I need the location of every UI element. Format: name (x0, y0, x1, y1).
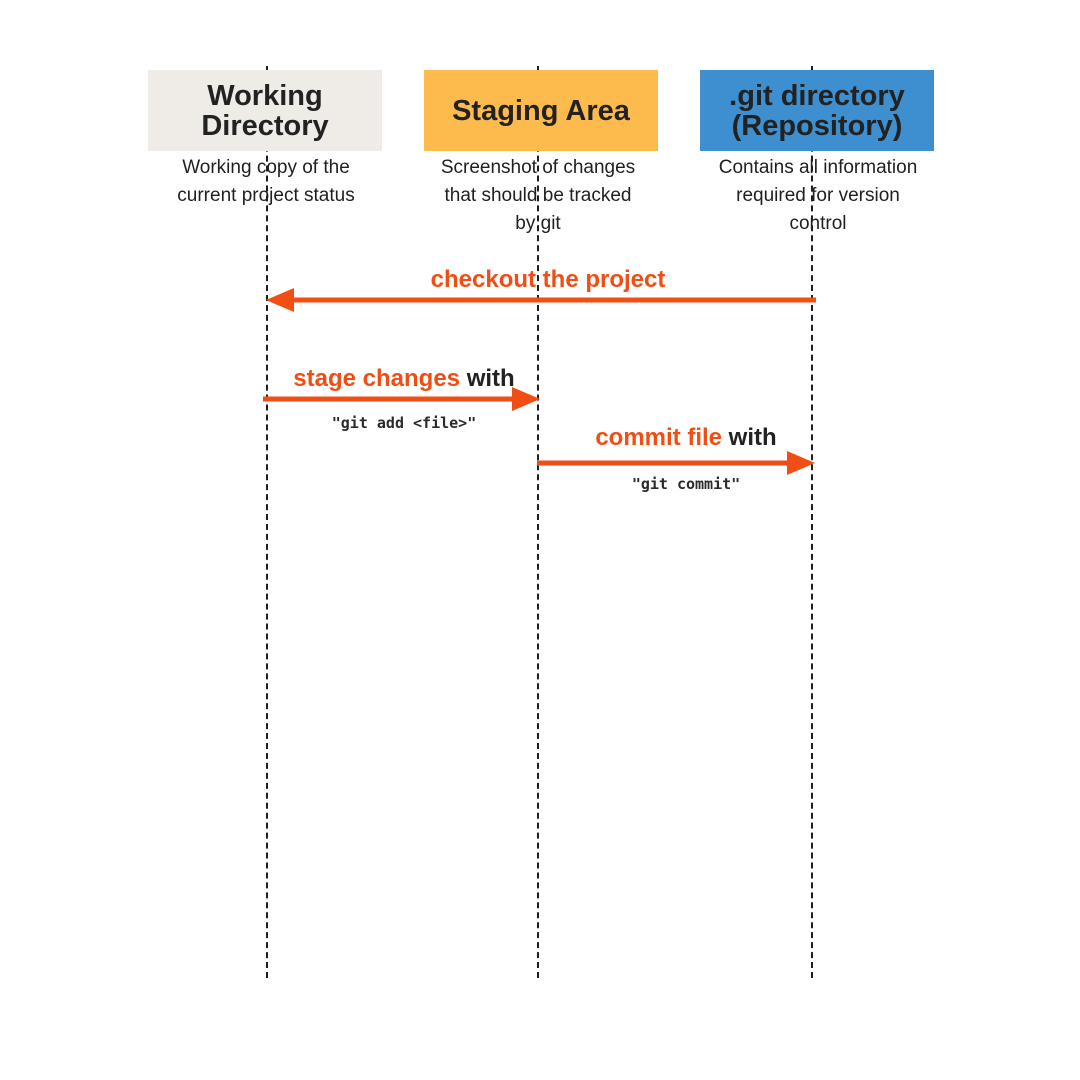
lane-description-working-directory: Working copy of the current project status (177, 157, 355, 206)
message-accent-commit: commit file (595, 424, 723, 451)
command-git-commit: "git commit" (631, 475, 741, 493)
lane-title-working-directory: Working Directory (201, 79, 329, 142)
command-git-add: "git add <file>" (331, 414, 477, 432)
message-suffix-commit: with (722, 424, 777, 451)
message-label-stage (264, 365, 544, 393)
message-suffix-stage: with (460, 365, 515, 392)
lane-description-staging-area: Screenshot of changes that should be tracked by git (440, 157, 636, 234)
message-label-checkout (400, 266, 696, 294)
lane-description-git-directory: Contains all information required for version control (718, 157, 918, 234)
lane-title-staging-area: Staging Area (452, 94, 630, 127)
message-label-commit (546, 424, 826, 452)
message-accent-checkout: checkout the project (430, 266, 666, 293)
arrow-commit (537, 451, 815, 475)
lane-title-git-directory: .git directory (Repository) (729, 79, 905, 142)
message-accent-stage: stage changes (293, 365, 461, 392)
